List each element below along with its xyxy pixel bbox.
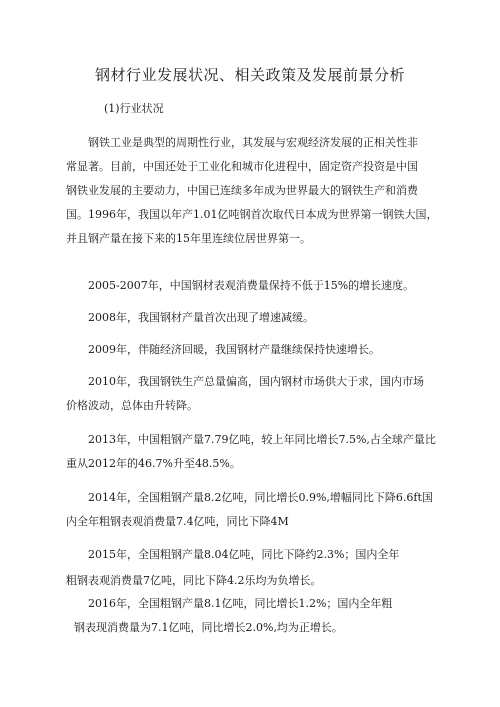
paragraph-2013 bbox=[66, 428, 440, 476]
paragraph-line: 钢铁业发展的主要动力，中国已连续多年成为世界最大的钢铁生产和消费 bbox=[66, 184, 418, 197]
section-heading: (1)行业状况 bbox=[104, 102, 164, 115]
paragraph-2009 bbox=[66, 338, 440, 362]
paragraph-line: 国。1996年，我国以年产1.01亿吨钢首次取代日本成为世界第一钢铁大国， bbox=[66, 208, 438, 221]
paragraph-line: 并且钢产量在接下来的15年里连续位居世界第一。 bbox=[66, 232, 311, 245]
paragraph-line: 2015年，全国粗钢产量8.04亿吨，同比下降约2.3%；国内全年 bbox=[88, 548, 400, 561]
paragraph-line: 价格波动，总体由升转降。 bbox=[66, 399, 198, 412]
paragraph-line: 内全年粗钢表观消费量7.4亿吨，同比下降4M bbox=[66, 515, 289, 528]
paragraph-2016 bbox=[66, 592, 440, 640]
paragraph-line: 2016年，全国粗钢产量8.1亿吨，同比增长1.2%；国内全年粗 bbox=[88, 597, 393, 610]
paragraph-overview bbox=[66, 131, 440, 251]
paragraph-2005-2007 bbox=[66, 274, 440, 298]
paragraph-line: 钢表现消费量为7.1亿吨，同比增长2.0%,均为正增长。 bbox=[74, 621, 343, 634]
document-title: 钢材行业发展状况、相关政策及发展前景分析 bbox=[94, 66, 405, 84]
paragraph-line: 2008年，我国钢材产量首次出现了增速减缓。 bbox=[88, 311, 314, 324]
paragraph-line: 2009年，伴随经济回暖，我国钢材产量继续保持快速增长。 bbox=[88, 343, 380, 356]
paragraph-line: 粗钢表观消费量7亿吨，同比下降4.2乐均为负增长。 bbox=[66, 574, 322, 587]
paragraph-line: 2013年，中国粗钢产量7.79亿吨，较上年同比增长7.5%,占全球产量比 bbox=[88, 433, 436, 446]
paragraph-line: 2005-2007年，中国钢材表观消费量保持不低于15%的增长速度。 bbox=[88, 279, 415, 292]
paragraph-2015 bbox=[66, 542, 440, 594]
paragraph-line: 2014年，全国粗钢产量8.2亿吨，同比增长0.9%,增幅同比下降6.6ft国 bbox=[88, 491, 433, 504]
paragraph-line: 钢铁工业是典型的周期性行业，其发展与宏观经济发展的正相关性非 bbox=[88, 136, 418, 149]
paragraph-line: 常显著。目前，中国还处于工业化和城市化进程中，固定资产投资是中国 bbox=[66, 160, 418, 173]
paragraph-line: 2010年，我国钢铁生产总量偏高，国内钢材市场供大于求，国内市场 bbox=[88, 375, 424, 388]
paragraph-2008 bbox=[66, 306, 440, 330]
paragraph-2010 bbox=[66, 370, 440, 418]
paragraph-2014 bbox=[66, 486, 440, 534]
paragraph-line: 重从2012年的46.7%升至48.5%。 bbox=[66, 457, 241, 470]
